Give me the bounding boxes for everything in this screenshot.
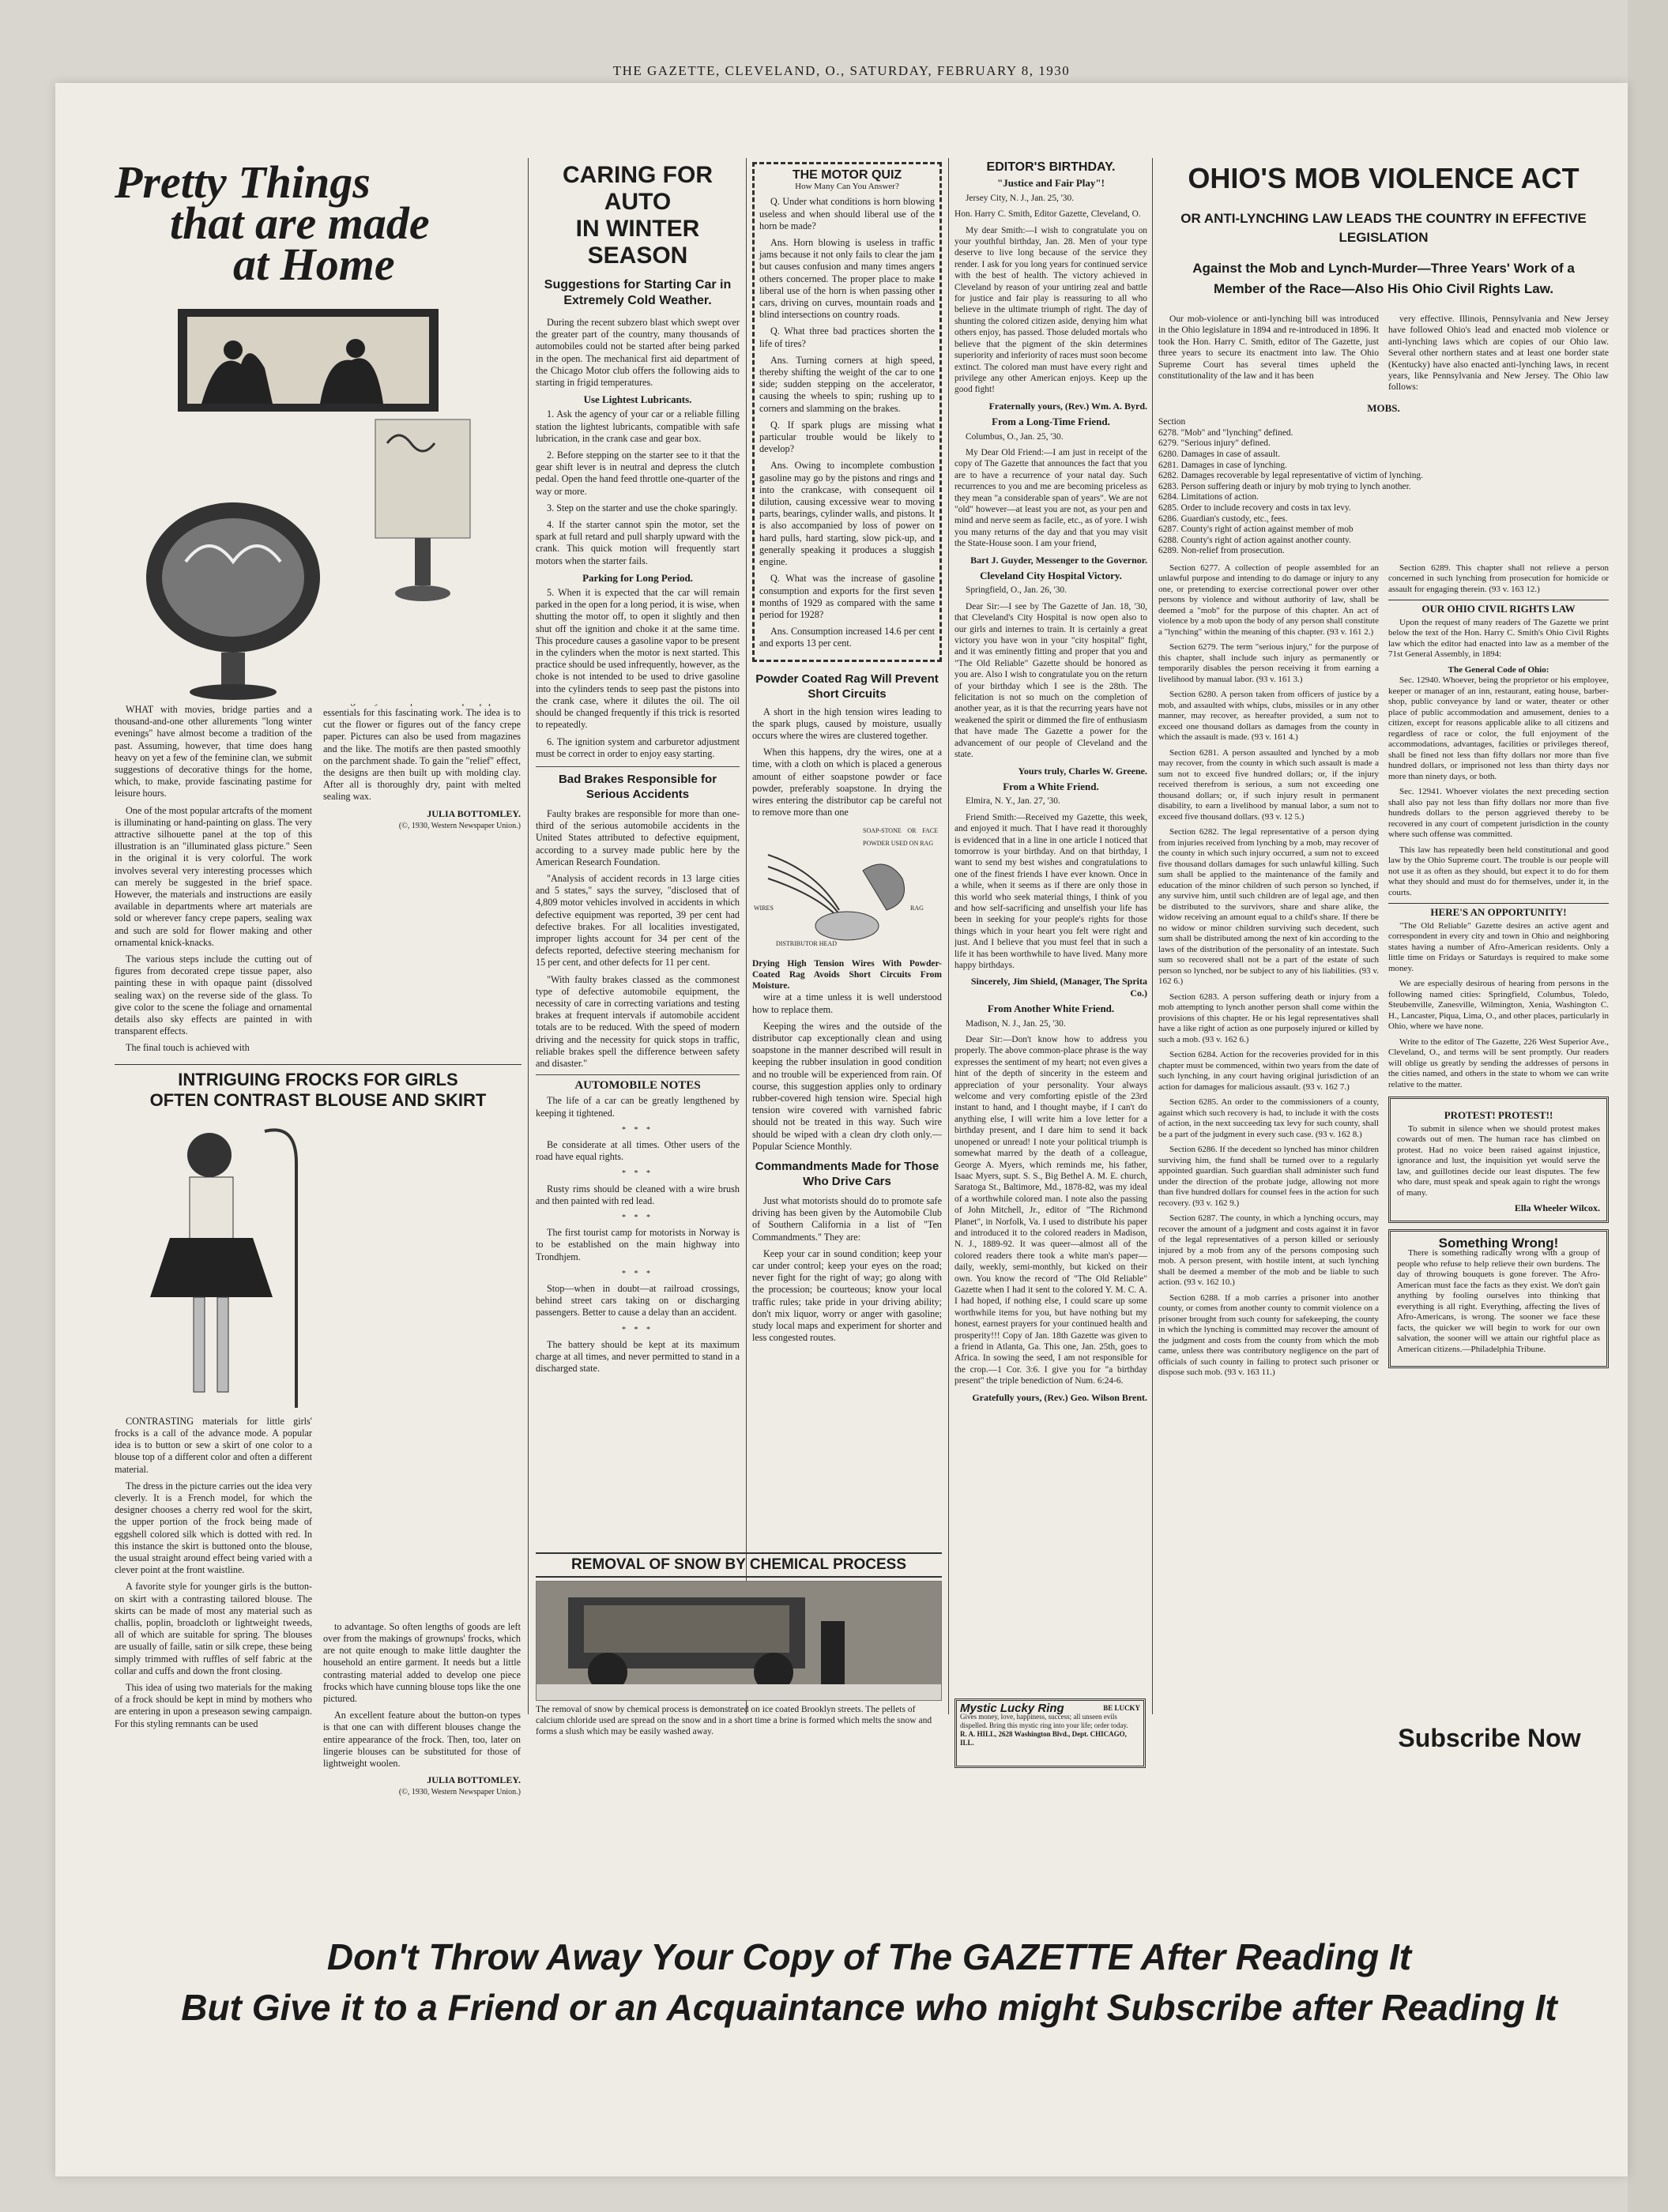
page-header: THE GAZETTE, CLEVELAND, O., SATURDAY, FEBRUARY 8, 1930 xyxy=(612,63,1071,78)
paragraph: Be considerate at all times. Other users of the road have equal rights. xyxy=(536,1138,740,1163)
section-list-item: 6279. "Serious injury" defined. xyxy=(1158,438,1271,449)
letter-heading: Cleveland City Hospital Victory. xyxy=(980,570,1122,581)
answer: Ans. Owing to incomplete combustion gasoline may go by the pistons and rings and into the crankcase, with consequent oil dilution, causing excessive wear to moving parts, bearings, cylinder walls, and pistons. It is also accompanied by loss of power on hard pulls, hard starting, slow pick-up, and generally speaking it produces a sluggish engine. xyxy=(759,460,935,568)
paragraph: To submit in silence when we should protest makes cowards out of men. The human race has climbed on protest. Had no voice been raised against injustice, ignorance and lust, the inquisition yet would serve the law, and guillotines decide our least disputes. The few who dare, must speak and speak again to right the wrongs of many. xyxy=(1397,1123,1600,1198)
motor-quiz-column xyxy=(752,162,942,1552)
letter-signature: Gratefully yours, (Rev.) Geo. Wilson Brent. xyxy=(972,1391,1147,1403)
mob-act-deck: Against the Mob and Lynch-Murder—Three Years' Work of a Member of the Race—Also His Ohio Civil Rights Law. xyxy=(1192,261,1575,296)
caring-subtitle: Suggestions for Starting Car in Extremely Cold Weather. xyxy=(544,278,732,307)
section-heading: Parking for Long Period. xyxy=(582,571,693,584)
paragraph: A short in the high tension wires leading to the spark plugs, caused by moisture, usually occurs where the wires are clustered together. xyxy=(752,705,942,741)
paragraph: The final touch is achieved with xyxy=(126,1042,250,1054)
subscribe-now-banner: Subscribe Now xyxy=(1375,1718,1604,1758)
something-wrong-box xyxy=(1388,1229,1609,1369)
column-rule xyxy=(948,158,949,1714)
section-list-item: 6278. "Mob" and "lynching" defined. xyxy=(1158,427,1293,438)
section-list-item: 6282. Damages recoverable by legal representative of victim of lynching. xyxy=(1158,471,1423,481)
letter-place: Elmira, N. Y., Jan. 27, '30. xyxy=(966,796,1060,807)
letter-heading: From a White Friend. xyxy=(1003,780,1099,792)
question: Q. What three bad practices shorten the life of tires? xyxy=(759,325,935,349)
mystic-ring-ad xyxy=(954,1698,1146,1768)
section-list-item: 6285. Order to include recovery and costs in tax levy. xyxy=(1158,503,1351,513)
paragraph: very effective. Illinois, Pennsylvania and New Jersey have followed Ohio's lead and enacted mob violence or anti-lynching laws which are copies of our Ohio law. Several other northern states and at least one border state (Kentucky) have also enacted anti-lynching laws, in recent years, like Pennsylvania and New Jersey. The Ohio law follows: xyxy=(1388,314,1609,393)
paragraph: The battery should be kept at its maximum charge at all times, and never permitted to stand in a discharged state. xyxy=(536,1338,740,1375)
letter-place: Springfield, O., Jan. 26, '30. xyxy=(966,585,1067,596)
section-list-head: Section xyxy=(1158,417,1186,427)
diagram-caption: Drying High Tension Wires With Powder-Coated Rag Avoids Short Circuits From Moisture. xyxy=(752,959,942,991)
column-rule xyxy=(1152,158,1153,1714)
diagram-label: SOAP-STONE OR FACE POWDER USED ON RAG xyxy=(863,827,938,847)
snow-title: REMOVAL OF SNOW BY CHEMICAL PROCESS xyxy=(536,1552,942,1578)
protest-box xyxy=(1388,1097,1609,1223)
paragraph: Section 6283. A person suffering death or injury from a mob attempting to lynch another person shall come within the provisions of this chapter. He or his legal representatives shall have a like right of action as one purposely injured or killed by such a mob. (93 v. 162 6.) xyxy=(1158,991,1379,1044)
paragraph: Rusty rims should be cleaned with a wire brush and then painted with red lead. xyxy=(536,1183,740,1206)
diagram-label: WIRES xyxy=(754,905,774,912)
section-list-item: 6288. County's right of action against another county. xyxy=(1158,535,1351,545)
distributor-diagram xyxy=(752,823,942,954)
separator: * * * xyxy=(622,1325,653,1334)
mob-act-subtitle: OR ANTI-LYNCHING LAW LEADS THE COUNTRY IN EFFECTIVE LEGISLATION xyxy=(1180,211,1587,245)
frocks-left xyxy=(115,1115,312,1799)
silhouette-panel-image xyxy=(115,293,521,704)
ad-address: R. A. HILL, 2628 Washington Blvd., Dept. CHICAGO, ILL. xyxy=(960,1730,1127,1747)
letter-heading: From a Long-Time Friend. xyxy=(992,416,1110,428)
letter-signature: Bart J. Guyder, Messenger to the Governor. xyxy=(970,554,1147,566)
paragraph: 4. If the starter cannot spin the motor, set the spark at full retard and pull sharply upward with the crank. This quick motion will frequently start motors when the starter fails. xyxy=(536,519,740,566)
paragraph: Keep your car in sound condition; keep your car under control; keep your eyes on the road; never fight for the right of way; go along with the procession; be courteous; know your local traffic rules; take pride in your driving ability; don't mix liquor, worry or anger with gasoline; study local maps and experiment for shorter and less congested routes. xyxy=(752,1247,942,1344)
sections-list xyxy=(1158,417,1609,557)
letter-body: My dear Smith:—I wish to congratulate you on your youthful birthday, Jan. 28. Men of your type deserve to live long because of the service they render. I ask for you long years for continued service with the best of health. The victory achieved in Cleveland by reason of your untiring zeal and battle for justice and fair play is reassuring to all who believe in the ultimate triumph of right. The day of shunting the colored citizen aside, denying him what others enjoy, has passed. Those deluded mortals who believe that the pigment of the skin determines superiority and inferiority of races must soon become extinct. The colored man must have every right and privilege any other American enjoys. Keep up the good fight! xyxy=(954,225,1147,395)
home-crafts-illustration xyxy=(115,293,521,704)
letter-place: Madison, N. J., Jan. 25, '30. xyxy=(966,1018,1066,1029)
byline: JULIA BOTTOMLEY. xyxy=(427,807,521,819)
paragraph: Section 6284. Action for the recoveries provided for in this chapter must be commenced, within two years from the date of such lynching, in any court having original jurisdiction of an action for damages for malicious assault. (93 v. 162 7.) xyxy=(1158,1050,1379,1092)
something-wrong-heading: Something Wrong! xyxy=(1438,1235,1559,1251)
powder-heading: Powder Coated Rag Will Prevent Short Circuits xyxy=(755,672,939,701)
paragraph: Stop—when in doubt—at railroad crossings, behind street cars taking on or discharging passengers. Better to cause a delay than an accident. xyxy=(536,1283,740,1319)
paragraph: The life of a car can be greatly lengthened by keeping it tightened. xyxy=(536,1095,740,1119)
section-list-item: 6280. Damages in case of assault. xyxy=(1158,450,1281,460)
paragraph: A favorite style for younger girls is the button-on skirt with a contrasting tailored blouse. The skirts can be made of most any material such as challis, poplin, broadcloth or lightweight tweeds, all of which are suitable for spring. The blouses are usually of faille, satin or silk crepe, these being simply trimmed with ruffles of self fabric at the collar and cuffs and down the front closing. xyxy=(115,1581,312,1676)
page-edge xyxy=(1628,0,1668,2212)
letter-body: Friend Smith:—Received my Gazette, this week, and enjoyed it much. That I have read it thoroughly is evidenced that in a line in one article I noticed that tomorrow is your birthday. And on that birthday, I want to send my best wishes and congratulations to one of the finest friends I have ever known. Once in a while, when it seems as if there are only those in this world who seek material things, I think of you and how self-sacrificing and unselfish your life has been in seeking for your people's rights for those things which in your heart you felt were right and just. And I believe that you must feel that in such a life it has been worthwhile to have lived. Many more happy birthdays. xyxy=(954,812,1147,970)
civil-rights-heading: OUR OHIO CIVIL RIGHTS LAW xyxy=(1388,600,1609,615)
footer-line: Don't Throw Away Your Copy of The GAZETTE After Reading It xyxy=(326,1936,1412,1977)
snow-removal-feature xyxy=(536,1552,942,1754)
code-heading: The General Code of Ohio: xyxy=(1448,664,1549,675)
question: Q. Under what conditions is horn blowing useless and when should liberal use of the horn be made? xyxy=(759,196,935,231)
paragraph: "Analysis of accident records in 13 large cities and 5 states," says the survey, "disclosed that of 4,809 motor vehicles involved in accidents in which defective equipment was reported, 39 per cent had defective brakes. For all localities investigated, improper lights account for 34 per cent of the defects reported, defective steering mechanism for 15 per cent, and other defects for 11 per cent. xyxy=(536,872,740,969)
paragraph: Our mob-violence or anti-lynching bill was introduced in the Ohio legislature in 1894 and re-introduced in 1896. It took the Hon. Harry C. Smith, editor of The Gazette, just three years to secure its enactment into law. The Ohio Supreme Court has several times upheld the constitutionality of the law and it has been xyxy=(1158,314,1379,382)
birthday-title: EDITOR'S BIRTHDAY. xyxy=(986,162,1116,174)
pretty-things-body xyxy=(115,704,521,1059)
footer-line: But Give it to a Friend or an Acquaintance who might Subscribe after Reading It xyxy=(181,1987,1557,2028)
paragraph: One of the most popular artcrafts of the moment is illuminating or hand-painting on glass. The very attractive silhouette panel at the top of this illustration is an "illuminated glass picture." Seen in the original it is very colorful. The work involves several very interesting processes which can merely be suggested in the brief space. However, the materials and instructions are easily available in departments where art materials are sold or wherever fancy crepe papers, sealing wax and such are sold for flower making and other ornamental knick-knacks. xyxy=(115,804,312,948)
paragraph: Faulty brakes are responsible for more than one-third of the serious automobile accidents in the United States attributed to defective equipment, according to a survey made public here by the American Research Foundation. xyxy=(536,807,740,867)
section-list-item: 6284. Limitations of action. xyxy=(1158,492,1259,502)
letter-signature: Fraternally yours, (Rev.) Wm. A. Byrd. xyxy=(988,400,1147,412)
paragraph: 1. Ask the agency of your car or a reliable filling station the lightest lubricants, compatible with safe lubrication, in the crank case and gear box. xyxy=(536,408,740,444)
paragraph: This idea of using two materials for the making of a frock should be kept in mind by mothers who are entering in upon a preseason sewing campaign. For this styling remnants can be used xyxy=(115,1681,312,1729)
paragraph: 3. Step on the starter and use the choke sparingly. xyxy=(547,502,738,514)
column-rule xyxy=(746,158,747,1714)
letter-body: My Dear Old Friend:—I am just in receipt of the copy of The Gazette that announces the fact that you are to have a recurrence of your natal day. Such recurrences to you and me are becoming priceless as they mean "a considerable span of years". We are not "old" however—at least you are not, as your pen and mind and nerve seem as facile, etc., as of yore. I wish you many returns of the day and that you may visit the State-House soon. I am your friend, xyxy=(954,447,1147,549)
paragraph: There is something radically wrong with a group of people who refuse to help relieve their own burdens. The day of throwing bouquets is gone forever. The Afro-American must face the facts as they exist. We don't gain anything by fooling ourselves into thinking that everything is all right. Everything, affecting the lives of Afro-Americans, is wrong. The sooner we face these facts, the quicker we will begin to work for our own salvation, the sooner will we attain our rightful place as American citizens.—Philadelphia Tribune. xyxy=(1397,1248,1600,1354)
paragraph: to advantage. So often lengths of goods are left over from the makings of grownups' frocks, which are not quite enough to make little daughter the household an entire garment. It needs but a little contrasting material added to develop one piece frocks which have cunning blouse tops like the one pictured. xyxy=(323,1620,521,1704)
paragraph: Upon the request of many readers of The Gazette we print below the text of the Hon. Harry C. Smith's Ohio Civil Rights law which the editor had enacted into law as a member of the 71st General Assembly, in 1894: xyxy=(1388,617,1609,660)
column-rule xyxy=(528,158,529,1714)
paragraph: "The Old Reliable" Gazette desires an active agent and correspondent in every city and town in Ohio and neighboring states having a number of Afro-American residents. Only a little time on Fridays or Saturdays is required to make some money. xyxy=(1388,920,1609,973)
separator: * * * xyxy=(622,1125,653,1134)
credit: (©, 1930, Western Newspaper Union.) xyxy=(398,821,521,830)
letter-signature: Yours truly, Charles W. Greene. xyxy=(1018,765,1147,777)
answer: Ans. Turning corners at high speed, thereby shifting the weight of the car to one side; sudden stepping on the accelerator, causing the wheels to spin; rushing up to corners and slamming on the brakes. xyxy=(759,354,935,414)
pretty-things-article xyxy=(115,162,521,1908)
paragraph: When this happens, dry the wires, one at a time, with a cloth on which is placed a generous amount of either soapstone powder or face powder, preferably soapstone. In drying the wires entering the distributor cap be careful not to remove more than one xyxy=(752,747,942,818)
answer: Ans. Horn blowing is useless in traffic jams because it not only fails to clear the jam but causes confusion and many times angers others concerned. The proper place to make liberal use of the horn is when passing other cars, driving on curves, mountain roads and blind intersections on country roads. xyxy=(759,237,935,321)
caring-for-auto-article xyxy=(536,162,740,1552)
girl-figure-image xyxy=(115,1115,312,1416)
question: Q. What was the increase of gasoline consumption and exports for the first seven months of 1929 as compared with the same period for 1928? xyxy=(759,573,935,620)
section-list-item: 6281. Damages in case of lynching. xyxy=(1158,460,1287,470)
diagram-label: DISTRIBUTOR HEAD xyxy=(776,940,837,948)
paragraph: WHAT with movies, bridge parties and a thousand-and-one other allurements "long winter evenings" have almost become a tradition of the past. Assuming, however, that time does hang heavy on yet a few of the feminine clan, we submit suggestions of decorative things for the home, which, to make, provide fascinating pastime for leisure hours. xyxy=(115,704,312,799)
frocks-body xyxy=(115,1115,521,1799)
letter-place: Jersey City, N. J., Jan. 25, '30. xyxy=(966,193,1075,203)
frocks-title: INTRIGUING FROCKS FOR GIRLS xyxy=(178,1069,458,1089)
brakes-heading: Bad Brakes Responsible for Serious Accidents xyxy=(536,766,740,802)
paragraph: This law has repeatedly been held constitutional and good law by the Ohio Supreme court. The trouble is our people will not use it as often as they should, but expect it to do for them what they should and must do for themselves, under it, in the courts. xyxy=(1388,845,1609,897)
letter-place: Columbus, O., Jan. 25, '30. xyxy=(966,431,1064,442)
mob-act-body xyxy=(1158,314,1609,398)
frocks-title: OFTEN CONTRAST BLOUSE AND SKIRT xyxy=(149,1089,487,1110)
paragraph: The dress in the picture carries out the idea very cleverly. It is a French model, for which the designer chooses a cherry red wool for the skirt, the upper portion of the frock being made of eggshell colored silk which is dotted with red. In this instance the skirt is buttoned onto the blouse, the usual straight around effect being varied with a clever point at the front waistline. xyxy=(115,1480,312,1576)
editors-birthday-column xyxy=(954,162,1147,1710)
paragraph: During the recent subzero blast which swept over the greater part of the country, many thousands of automobiles could not be started after being parked in the open. The mechanical first aid department of the Chicago Motor club offers the following aids to starting in frigid temperatures. xyxy=(536,317,740,389)
paragraph: Write to the editor of The Gazette, 226 West Superior Ave., Cleveland, O., and terms will be sent promptly. Our readers will oblige us greatly by sending the addresses of persons in the cities named, and others in the state to whom we can write relative to the matter. xyxy=(1388,1036,1609,1089)
opportunity-heading: HERE'S AN OPPORTUNITY! xyxy=(1388,903,1609,918)
mob-act-sections xyxy=(1158,563,1609,1383)
title-line: Pretty Things xyxy=(115,162,371,208)
paragraph: Section 6288. If a mob carries a prisoner into another county, or comes from another county to commit violence on a prisoner brought from such county for safekeeping, the county in which the lynching is committed may recover the amount of the judgment and costs from the county from which the mob came, unless there was contributory negligence on the part of officials of such county in failing to protect such prisoner or dispose such mob. (93 v. 163 11.) xyxy=(1158,1292,1379,1378)
section-list-item: 6289. Non-relief from prosecution. xyxy=(1158,546,1285,556)
quiz-title: THE MOTOR QUIZ xyxy=(792,168,902,182)
separator: * * * xyxy=(622,1169,653,1179)
ad-header xyxy=(960,1704,1140,1713)
ad-title: Mystic Lucky Ring xyxy=(960,1702,1064,1715)
quiz-intro: How Many Can You Answer? xyxy=(795,182,899,192)
paragraph: Sec. 12941. Whoever violates the next preceding section shall also pay not less than fifty dollars nor more than five hundreds dollars to the person aggrieved thereby to be recovered in any court of competent jurisdiction in the county where such offense was committed. xyxy=(1388,787,1609,840)
paragraph: 5. When it is expected that the car will remain parked in the open for a long period, it is wise, when shutting the motor off, to open it slightly and then shut off the ignition and choke it at the same time. This procedure causes a gasoline vapor to be present in the cylinders when the motor is next started. This practice should be used infrequently, however, as the choke is not intended to be used to drive gasoline into the cylinders tends to seep past the pistons into the crank case, where it dilutes the oil. The oil should be changed frequently if this trick is resorted to repeatedly. xyxy=(536,587,740,731)
frocks-article xyxy=(115,1064,521,1799)
title-line: CARING FOR AUTO xyxy=(563,162,713,215)
snow-photo xyxy=(536,1581,942,1701)
section-list-item: 6287. County's right of action against member of mob xyxy=(1158,525,1354,535)
answer: Ans. Consumption increased 14.6 per cent and exports 13 per cent. xyxy=(759,626,935,649)
paragraph: Just what motorists should do to promote safe driving has been given by the Automobile Club of Southern California in a list of "Ten Commandments." They are: xyxy=(752,1194,942,1243)
letter-heading: From Another White Friend. xyxy=(987,1003,1115,1015)
letter-body: Dear Sir:—Don't know how to address you properly. The above common-place phrase is the way expresses the sentiment of my heart; not even gives a hint of the depth of sincerity in the esteem and appreciation of your personality. Your always welcome and very comforting epistle of the 23rd instant to hand, and I thought maybe, if I can't do anything else, I will write him a love letter for a birthday present, and I dare him to send it back unopened or unread! I note your political triumph is somewhat marred by the death of a colleague, George A. Myers, which reminds me, his father, Isaac Myers, supt. S. S., Big Bethel A. M. E. church, Saratoga St., Baltimore, Md., 1878-82, was my ideal of a worthwhile colored man. I note also the passing of John Mitchell, Jr., editor of "The Richmond Planet", in Norfolk, Va. I used to distribute his paper and introduced it to the colored readers in Madison, N. J., 1889-92. It was queer—almost all of the colored readers there took a white man's paper—daily, weekly, semi-monthly, but kicked on their own. You know the record of "The Old Reliable" Gazette when I had it sent to the colored Y. M. C. A. I had hoped, if nothing else, I could scare up some worthwhile items for you, but have nothing but my honest, earnest prayers for your continued health and prosperity!!! Copy of Jan. 18th Gazette was given to a friend in Atlanta, Ga. This one, Jan. 25th, goes to Africa. In sowing the seed, I am not responsible for the crop.—1 Cor. 3:6. I give you for "a birthday present" the triple benediction of Num. 6:24-6. xyxy=(954,1035,1147,1386)
protest-heading: PROTEST! PROTEST!! xyxy=(1444,1109,1553,1122)
section-list-item: 6286. Guardian's custody, etc., fees. xyxy=(1158,514,1288,524)
paragraph: 6. The ignition system and carburetor adjustment must be correct in order to enjoy easy starting. xyxy=(536,735,740,759)
byline: JULIA BOTTOMLEY. xyxy=(427,1774,521,1786)
paragraph: Sec. 12940. Whoever, being the proprietor or his employee, keeper or manager of an inn, restaurant, eating house, barber-shop, public conveyance by land or water, theater or other place of public accommodation and amusement, denies to a citizen, except for reasons applicable alike to all citizens and regardless of race or color, the full enjoyment of the accommodations, advantages, facilities or privileges thereof, shall be fined not less than fifty dollars nor more than five hundred dollars, or imprisoned not less than thirty days nor more than ninety days, or both. xyxy=(1388,675,1609,781)
separator: * * * xyxy=(622,1269,653,1278)
caring-title xyxy=(536,162,740,269)
paragraph: Section 6285. An order to the commissioners of a county, against which such recovery is had, to include it with the costs of action, in the next succeeding tax levy for such county, shall be a part of the judgment in every such case. (93 v. 162 8.) xyxy=(1158,1097,1379,1139)
paragraph: The first tourist camp for motorists in Norway is to be established on the main highway into Trondhjem. xyxy=(536,1227,740,1262)
paragraph: "With faulty brakes classed as the commonest type of defective automobile equipment, the necessity of care in correcting variations and testing brakes at frequent intervals if automobile accident totals are to be reduced. With the speed of modern driving and the necessity for quick stops in traffic, reliable brakes spell the difference between safety and disaster." xyxy=(536,973,740,1069)
paragraph: Section 6280. A person taken from officers of justice by a mob, and assaulted with whips, clubs, missiles or in any other manner, may recover, as hereafter provided, a sum not to exceed one thousand dollars as damages from the county in which the assault is made. (93 v. 161 4.) xyxy=(1158,690,1379,743)
paragraph: Section 6286. If the decedent so lynched has minor children surviving him, the fund shall be turned over to a regularly appointed guardian. Such guardian shall administer such fund under the direction of the probate judge, allowing not more than five hundred dollars for counsel fees in the action for such recovery. (93 v. 162 9.) xyxy=(1158,1145,1379,1208)
letter-signature: Sincerely, Jim Shield, (Manager, The Sprita Co.) xyxy=(970,976,1147,999)
letter-heading: "Justice and Fair Play"! xyxy=(997,177,1105,190)
notes-heading: AUTOMOBILE NOTES xyxy=(536,1074,740,1092)
letter-body: Dear Sir:—I see by The Gazette of Jan. 18, '30, that Cleveland's City Hospital is now open also to our girls and internes to train. It is certainly a great victory you have won in your "city hospital" fight, and it was eminently fitting and proper that you and "The Old Reliable" Gazette should be honored as you are. Also I wish to congratulate you on the return of your birthday which I see is the 28th. The felicitation is not so much on the completion of another year, as it is that the recurring years have not weakened the spirit or dimmed the fire of enthusiasm that have made The Gazette a power for the advancement of our people of Cleveland and the state. xyxy=(954,601,1147,760)
paragraph: The various steps include the cutting out of figures from decorated crepe tissue paper, also painting these in with opaque paint (dissolved sealing wax) on the reverse side of the glass. To give color to the scene the foliage and ornamental details also sky effects are painted in with transparent effects. xyxy=(115,954,312,1037)
paragraph: essentials for this fascinating work. The idea is to cut the flower or figures out of the fancy crepe paper. Pictures can also be used from magazines and the like. The motifs are then pasted smoothly on the parchment shade. To gain the "relief" effect, the designs are then built up with molding clay. After all is thoroughly dry, paint with melted sealing wax. xyxy=(323,707,521,803)
commandments-heading: Commandments Made for Those Who Drive Cars xyxy=(755,1159,939,1188)
mobs-heading: MOBS. xyxy=(1367,401,1400,414)
paragraph: CONTRASTING materials for little girls' frocks is a call of the advance mode. A popular idea is to button or sew a skirt of one color to a blouse top of a different color and often a different material. xyxy=(115,1415,312,1475)
title-line: at Home xyxy=(233,239,395,290)
mob-act-title: OHIO'S MOB VIOLENCE ACT xyxy=(1188,162,1580,194)
ad-tag: BE LUCKY xyxy=(1103,1704,1140,1712)
sections-left xyxy=(1158,563,1379,1383)
diagram-label: RAG xyxy=(910,905,924,912)
snow-caption: The removal of snow by chemical process is demonstrated on ice coated Brooklyn streets. The pellets of calcium chloride used are spread on the snow and in a short time a brine is formed which melts the snow and forms a slush which may be easily washed away. xyxy=(536,1705,932,1736)
frocks-right xyxy=(323,1115,521,1799)
paragraph: Section 6287. The county, in which a lynching occurs, may recover the amount of a judgment and costs against it in favor of the legal representatives of a person killed or seriously injured by a mob from any of the persons composing such mob. A person present, with hostile intent, at such lynching shall be deemed a member of the mob and be liable to such action. (93 v. 162 10.) xyxy=(1158,1213,1379,1288)
mob-act-left xyxy=(1158,314,1379,398)
question: Q. If spark plugs are missing what particular trouble would be likely to develop? xyxy=(759,419,935,455)
byline: Ella Wheeler Wilcox. xyxy=(1514,1202,1600,1214)
paragraph: Section 6289. This chapter shall not relieve a person concerned in such lynching from prosecution for homicide or assault for engaging therein. (93 v. 163 12.) xyxy=(1388,562,1609,594)
paragraph: Section 6277. A collection of people assembled for an unlawful purpose and intending to do damage or injury to any one, or pretending to exercise correctional power over other persons by violence and without authority of law, shall be deemed a "mob" for the purpose of this chapter. An act of violence by a mob upon the body of any person shall constitute a "lynching" within the meaning of this chapter. (93 v. 161 2.) xyxy=(1158,562,1379,637)
title-line: that are made xyxy=(170,198,430,249)
separator: * * * xyxy=(622,1213,653,1222)
footer-banner xyxy=(126,1932,1612,2033)
credit: (©, 1930, Western Newspaper Union.) xyxy=(398,1788,521,1797)
letter-addressee: Hon. Harry C. Smith, Editor Gazette, Cleveland, O. xyxy=(954,209,1141,220)
girl-frock-illustration xyxy=(115,1115,312,1416)
ohio-mob-violence-article xyxy=(1158,162,1609,1758)
paragraph: Section 6282. The legal representative of a person dying from injuries received from lynching by a mob, may recover of the county in which such injury occurred, a sum not to exceed five thousand dollars damages for such unlawful killing. Such sum shall be applied to the maintenance of the family and education of the minor children of such person so lynched, if any survive him, until such children are of legal age, and then be distributed to the survivors, share and share alike, the widow receiving an amount equal to a child's share. If there be no widow or minor children surviving such decedent, such sum shall be distributed among the next of kin according to the laws of the distribution of the personality of an intestate. Such sum so recovered shall not be a part of the estate of such person so lynched, nor be subject to any of his liabilities. (93 v. 162 6.) xyxy=(1158,827,1379,987)
body-left xyxy=(115,704,312,1059)
mob-act-right xyxy=(1388,314,1609,398)
paragraph: We are especially desirous of hearing from persons in the following named cities: Springfield, Columbus, Toledo, Steubenville, Zanesville, Wilmington, Xenia, Washington C. H., Lancaster, Piqua, Lima, O., and other places, particularly in Ohio, where we have none. xyxy=(1388,979,1609,1032)
ad-body: Gives money, love, happiness, success; all unseen evils dispelled. Bring this mystic ring into your life; order today. xyxy=(960,1713,1128,1729)
section-list-item: 6283. Person suffering death or injury by mob trying to lynch another. xyxy=(1158,481,1411,491)
paragraph: Section 6279. The term "serious injury," for the purpose of this chapter, shall include such injury as permanently or temporarily disables the person receiving it from earning a livelihood by manual labor. (93 v. 161 3.) xyxy=(1158,642,1379,684)
snow-truck-image xyxy=(537,1582,942,1700)
paragraph: 2. Before stepping on the starter see to it that the gear shift lever is in neutral and depress the clutch pedal. Open the hand feed throttle one-quarter of the way or more. xyxy=(536,450,740,497)
section-heading: Use Lightest Lubricants. xyxy=(583,393,692,406)
motor-quiz-box xyxy=(752,162,942,662)
paragraph: Keeping the wires and the outside of the distributor cap exceptionally clean and using soapstone in the manner described will result in keeping the rubber insulation in good condition and no trouble will be experienced from rain. Of course, this suggestion applies only to ordinary rubber-covered high tension wire. Special high tension wire covered with varnished fabric should not be treated in this way. Such wire should be wiped with a clean dry cloth only.—Popular Science Monthly. xyxy=(752,1020,942,1152)
title-line: IN WINTER SEASON xyxy=(575,216,700,269)
paragraph: wire at a time unless it is well understood how to replace them. xyxy=(752,991,942,1015)
paragraph: An excellent feature about the button-on types is that one can with different blouses change the entire appearance of the frock. Then, too, later on lingerie blouses can be substituted for those of lightweight woolen. xyxy=(323,1710,521,1769)
sections-right xyxy=(1388,563,1609,1383)
pretty-things-title xyxy=(115,162,521,290)
paragraph: Section 6281. A person assaulted and lynched by a mob may recover, from the county in which such assault is made a sum not to exceed five hundred dollars; or, if the injury received therefrom is serious, a sum not exceeding one thousand dollars; or, if such injury result in permanent disability, to earn a livelihood by manual labor, a sum not to exceed five thousand dollars. (93 v. 12 5.) xyxy=(1158,747,1379,822)
